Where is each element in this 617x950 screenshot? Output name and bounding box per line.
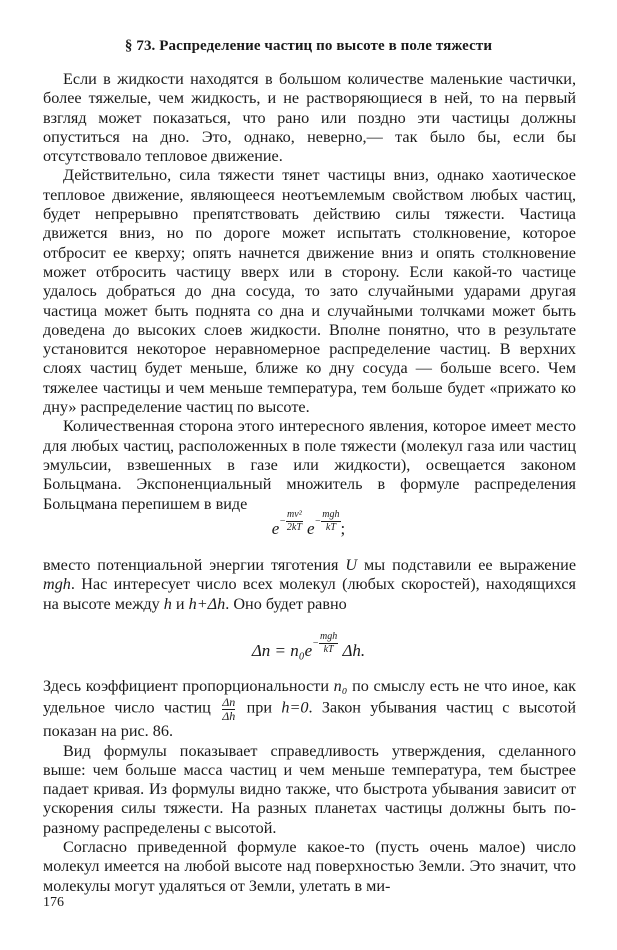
formula1-semicolon: ; <box>340 518 346 538</box>
formula1-num-1: mv² <box>287 509 302 520</box>
formula1-num-2: mgh <box>322 509 340 520</box>
inline-fraction-dn-dh: $\frac{\Delta n}{\Delta h}$ <box>222 695 236 724</box>
formula2-rhs: Δh. <box>342 640 366 660</box>
formula-distribution <box>0 632 617 661</box>
paragraph-3: Количественная сторона этого интересного явления, которое имеет место для любых частиц, расположенных в поле тяжести (молекул газа или частиц эмульсии, взвешенных в газе или жидкости), освещается законом Больцмана. Экспоненциальный множитель в формуле распределения Больцмана перепишем в виде <box>43 417 576 513</box>
paragraph-6: Вид формулы показывает справедливость утверждения, сделанного выше: чем больше масса частиц и чем меньше температура, тем быстрее падает кривая. Из формулы видно также, что быстрота убывания зависит от ускорения силы тяжести. На разных планетах частицы должны быть по-разному распределены с высотой. <box>43 741 576 837</box>
formula1-minus-2: − <box>314 515 322 527</box>
text-block-3 <box>43 677 576 896</box>
paragraph-2: Действительно, сила тяжести тянет частицы вниз, однако хаотическое тепловое движение, являющееся неотъемлемым свойством любых частиц, будет непрерывно препятствовать действию силы тяжести. Частица движется вниз, но по дороге может испытать столкновение, которое отбросит ее кверху; опять начнется движение вниз и опять столкновение может отбросить частицу вверх или в сторону. Если какой-то частице удалось добраться до дна сосуда, то зато случайными ударами другая частица может быть поднята со дна и случайными толчками может быть доведена до высоких слоев жидкости. Вполне понятно, что в результате установится некоторое неравномерное распределение частиц. В верхних слоях частиц будет меньше, ближе ко дну сосуда — больше всего. Чем тяжелее частицы и чем меньше температура, тем больше будет «прижато ко дну» распределение частиц по высоте. <box>43 166 576 417</box>
formula-exponential-factor <box>0 510 617 539</box>
formula1-minus-1: − <box>279 515 287 527</box>
formula1-base-e-2: e <box>306 518 315 538</box>
paragraph-5: Здесь коэффициент пропорциональности n₀ по смыслу есть не что иное, как удельное число частиц $\frac{\Delta n}{\Delta h}$ при h=0. Закон убывания частиц с высотой показан на рис. 86. <box>43 677 577 741</box>
paragraph-4: вместо потенциальной энергии тяготения U мы подставили ее выражение mgh. Нас интересует число всех молекул (любых скоростей), находящихся на высоте между h и h+Δh. Оно будет равно <box>43 556 576 613</box>
formula1-fraction-kinetic <box>286 510 303 533</box>
text-block-2 <box>43 556 576 614</box>
page-number: 176 <box>43 895 64 910</box>
paragraph-7: Согласно приведенной формуле какое-то (пусть очень малое) число молекул имеется на любой высоте над поверхностью Земли. Это значит, что молекулы могут удаляться от Земли, улетать в ми- <box>43 838 576 895</box>
formula2-lhs: Δn = n₀e <box>251 640 313 660</box>
formula1-den-2: kT <box>325 522 336 533</box>
formula1-fraction-potential <box>321 510 340 533</box>
formula2-minus: − <box>312 637 319 649</box>
text-block-1 <box>43 70 576 514</box>
section-heading: § 73. Распределение частиц по высоте в поле тяжести <box>124 38 493 54</box>
formula2-fraction <box>319 632 338 655</box>
formula1-den-1: 2kT <box>286 522 302 533</box>
formula2-num: mgh <box>319 631 338 642</box>
formula2-den: kT <box>323 644 334 655</box>
paragraph-1: Если в жидкости находятся в большом количестве маленькие частички, более тяжелые, чем жидкость, и не растворяющиеся в ней, то на первый взгляд может показаться, что рано или поздно эти частицы должны опуститься на дно. Это, однако, неверно,— так было бы, если бы отсутствовало тепловое движение. <box>43 70 576 166</box>
formula1-base-e: e <box>271 518 280 538</box>
